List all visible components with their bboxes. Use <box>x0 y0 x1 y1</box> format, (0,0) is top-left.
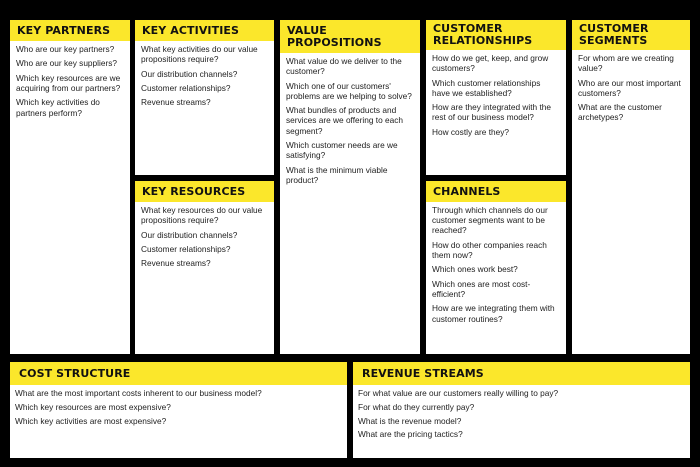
question: What is the revenue model? <box>358 415 462 426</box>
question: How do other companies reach them now? <box>432 239 547 260</box>
question: What are the most important costs inherent to our business model? <box>15 388 262 398</box>
question: Revenue streams? <box>141 258 211 269</box>
question: How do we get, keep, and grow customers? <box>432 53 549 74</box>
block-key-partners <box>10 20 130 354</box>
block-title: VALUE PROPOSITIONS <box>280 20 420 53</box>
question: Which customer relationships have we established? <box>432 77 541 98</box>
question: Which key resources are most expensive? <box>15 401 171 412</box>
question: Who are our key partners? <box>16 44 115 54</box>
question: Through which channels do our customer segments want to be reached? <box>432 205 548 236</box>
question: Which customer needs are we satisfying? <box>286 139 398 161</box>
question: Who are our most important customers? <box>578 77 681 98</box>
question: Which one of our customers' problems are we helping to solve? <box>286 80 412 101</box>
question: What key resources do our value propositions require? <box>141 205 263 226</box>
question: Which ones work best? <box>432 264 518 275</box>
question: Our distribution channels? <box>141 68 238 79</box>
block-title: KEY RESOURCES <box>135 181 274 202</box>
question: What bundles of products and services are we offering to each segment? <box>286 105 403 136</box>
question: For what do they currently pay? <box>358 401 475 412</box>
question: How are we integrating them with customer routines? <box>432 303 555 324</box>
question: Revenue streams? <box>141 97 211 108</box>
question: Customer relationships? <box>141 82 231 93</box>
block-title: REVENUE STREAMS <box>353 362 690 385</box>
question: How costly are they? <box>432 126 510 137</box>
block-channels <box>426 181 566 354</box>
block-key-activities <box>135 20 274 175</box>
block-customer-segments <box>572 20 690 354</box>
block-revenue-streams <box>353 362 690 458</box>
question: What is the minimum viable product? <box>286 164 388 185</box>
block-cost-structure <box>10 362 347 458</box>
block-title: CUSTOMER RELATIONSHIPS <box>426 20 566 50</box>
question: For whom are we creating value? <box>578 53 674 74</box>
block-title: COST STRUCTURE <box>10 362 347 385</box>
block-key-resources <box>135 181 274 354</box>
question: What key activities do our value propositions require? <box>141 44 258 65</box>
question: Which key activities are most expensive? <box>15 415 167 426</box>
block-title: CUSTOMER SEGMENTS <box>572 20 690 50</box>
block-title: KEY PARTNERS <box>10 20 130 41</box>
question: What are the customer archetypes? <box>578 102 662 123</box>
question: Which ones are most cost-efficient? <box>432 278 531 299</box>
block-title: CHANNELS <box>426 181 566 202</box>
question: Who are our key suppliers? <box>16 58 117 69</box>
question: For what value are our customers really willing to pay? <box>358 388 559 398</box>
question: Customer relationships? <box>141 243 231 254</box>
question: Which key activities do partners perform? <box>16 97 100 118</box>
question: Which key resources are we acquiring from our partners? <box>16 72 121 93</box>
block-customer-relationships <box>426 20 566 175</box>
block-title: KEY ACTIVITIES <box>135 20 274 41</box>
question: How are they integrated with the rest of our business model? <box>432 102 551 123</box>
question: What are the pricing tactics? <box>358 429 463 440</box>
question: What value do we deliver to the customer? <box>286 56 402 77</box>
question: Our distribution channels? <box>141 229 238 240</box>
block-value-propositions <box>280 20 420 354</box>
